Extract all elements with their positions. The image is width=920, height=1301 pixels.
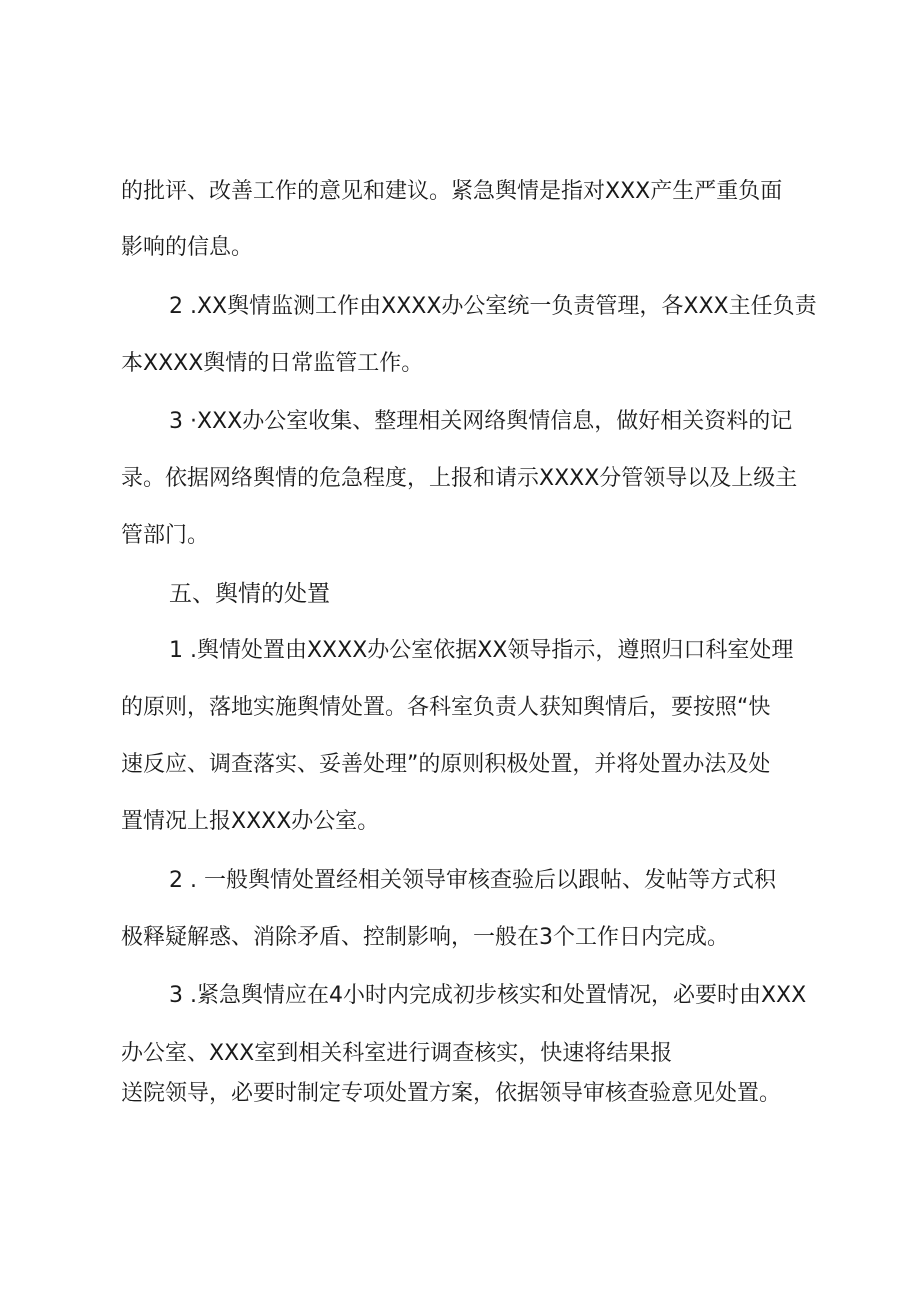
paragraph-line: 极释疑解惑、消除矛盾、控制影响，一般在3个工作日内完成。 <box>121 925 729 950</box>
paragraph-line: 录。依据网络舆情的危急程度，上报和请示XXXX分管领导以及上级主 <box>121 466 798 491</box>
section-heading: 五、舆情的处置 <box>169 581 330 607</box>
paragraph-line: 管部门。 <box>121 523 210 548</box>
paragraph-line: 的批评、改善工作的意见和建议。紧急舆情是指对XXX产生严重负面 <box>121 179 783 204</box>
paragraph-line: 本XXXX舆情的日常监管工作。 <box>121 351 424 376</box>
paragraph-line: 送院领导，必要时制定专项处置方案，依据领导审核查验意见处置。 <box>121 1081 782 1106</box>
paragraph-line: 2 . 一般舆情处置经相关领导审核查验后以跟帖、发帖等方式积 <box>169 868 776 893</box>
paragraph-line: 1 .舆情处置由XXXX办公室依据XX领导指示，遵照归口科室处理 <box>169 638 794 663</box>
paragraph-line: 2 .XX舆情监测工作由XXXX办公室统一负责管理，各XXX主任负责 <box>169 294 817 319</box>
paragraph-line: 3 .紧急舆情应在4小时内完成初步核实和处置情况，必要时由XXX <box>169 983 807 1008</box>
paragraph-line: 影响的信息。 <box>121 235 254 260</box>
paragraph-line: 速反应、调查落实、妥善处理”的原则积极处置，并将处置办法及处 <box>121 752 771 777</box>
paragraph-line: 的原则，落地实施舆情处置。各科室负责人获知舆情后，要按照“快 <box>121 695 771 720</box>
paragraph-line: 置情况上报XXXX办公室。 <box>121 809 380 834</box>
paragraph-line: 办公室、XXX室到相关科室进行调查核实，快速将结果报 <box>121 1041 673 1066</box>
paragraph-line: 3 ·XXX办公室收集、整理相关网络舆情信息，做好相关资料的记 <box>169 409 793 434</box>
